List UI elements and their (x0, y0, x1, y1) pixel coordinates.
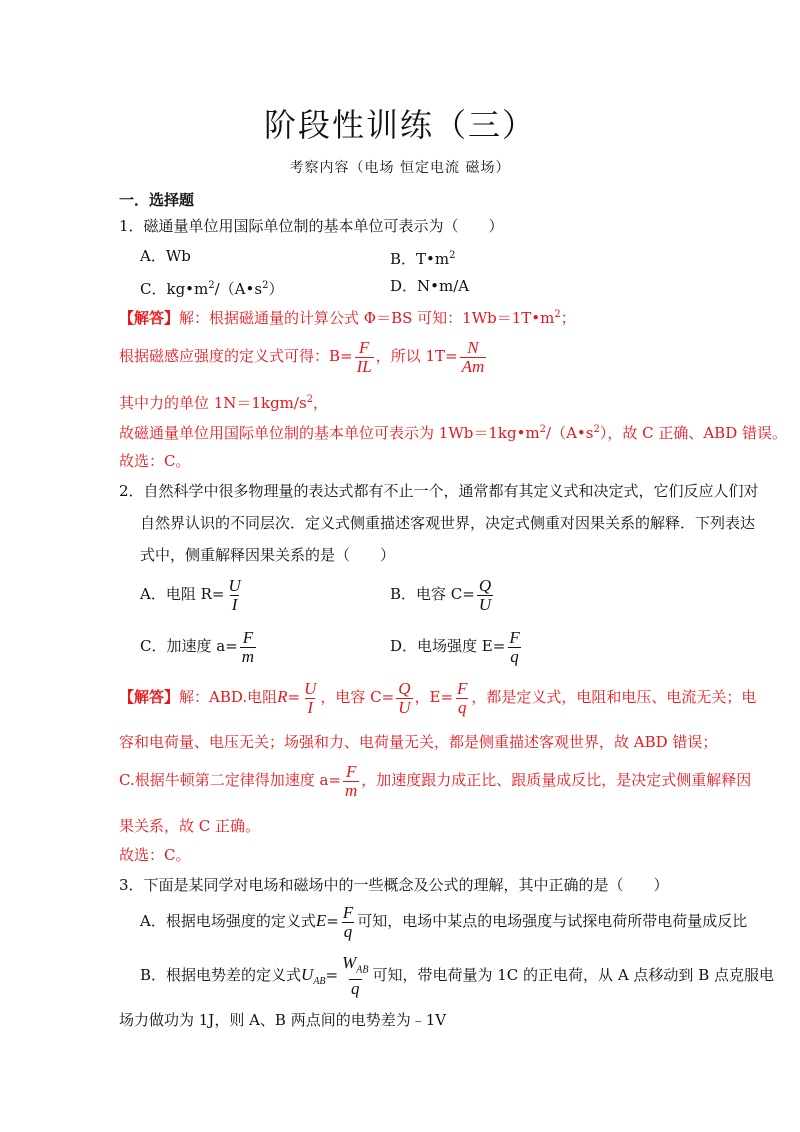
q2-answer-line-4: 果关系，故 C 正确。 (119, 817, 261, 835)
fraction: $\frac{F}{q}$ (457, 678, 468, 717)
q2-stem-1: 2．自然科学中很多物理量的表达式都有不止一个，通常都有其定义式和决定式，它们反应人们对 (119, 482, 759, 500)
q2-answer-line-3: C.根据牛顿第二定律得加速度 a= $\frac{F}{m}$ ，加速度跟力成正比、跟质量成反比，是决定式侧重解释因 (119, 761, 752, 800)
fraction: $\frac{W_{AB}}{q}$ (342, 953, 369, 999)
fraction: $\frac{N}{Am}$ (461, 337, 485, 376)
q3-option-b-continued: 场力做功为 1J，则 A、B 两点间的电势差为﹣1V (119, 1011, 447, 1029)
fraction: $\frac{U}{I}$ (228, 575, 241, 614)
fraction: $\frac{Q}{U}$ (398, 678, 411, 717)
q2-answer-line-2: 容和电荷量、电压无关；场强和力、电荷量无关，都是侧重描述客观世界，故 ABD 错误； (119, 733, 718, 751)
q2-option-c: C．加速度 a= $\frac{F}{m}$ (140, 627, 255, 666)
q1-option-b: B．$T•m^2$ (390, 250, 456, 268)
q2-answer-line-1: 【解答】解：ABD.电阻R= $\frac{U}{I}$ ，电容 C= $\frac{Q}{U}$ ，E= $\frac{F}{q}$ ，都是定义式，电阻和电压、电流无关；电 (119, 678, 757, 717)
q1-option-c: C．$kg•m^2/(A•s^2)$ (140, 280, 284, 298)
q1-answer-line-4: 故磁通量单位用国际单位制的基本单位可表示为 $1Wb=1kg•m^2/(A•s^2)$，故 C 正确、ABD 错误。 (119, 424, 787, 442)
q2-option-d: D．电场强度 E= $\frac{F}{q}$ (390, 627, 520, 666)
q3-option-b: B．根据电势差的定义式$U_{AB}=$ $\frac{W_{AB}}{q}$ 可知，带电荷量为 1C 的正电荷，从 A 点移动到 B 点克服电 (140, 953, 774, 999)
fraction: $\frac{F}{q}$ (509, 627, 520, 666)
section-heading: 一．选择题 (119, 191, 195, 209)
q2-answer-line-5: 故选：C。 (119, 846, 191, 864)
q1-option-a: A．Wb (140, 247, 191, 265)
q1-option-d: D．N•m/A (390, 277, 470, 295)
fraction: $\frac{F}{q}$ (342, 902, 354, 941)
fraction: $\frac{F}{m}$ (345, 761, 358, 800)
q1-answer-line-1: 【解答】解：根据磁通量的计算公式 Φ＝BS 可知：$1Wb=1T•m^2$； (119, 309, 576, 327)
q2-stem-3: 式中，侧重解释因果关系的是（ ） (140, 546, 396, 564)
q3-option-a: A．根据电场强度的定义式E= $\frac{F}{q}$ 可知，电场中某点的电场强度与试探电荷所带电荷量成反比 (140, 902, 748, 941)
q1-answer-line-5: 故选：C。 (119, 452, 191, 470)
q1-answer-line-2: 根据磁感应强度的定义式可得：B= $\frac{F}{IL}$ ，所以 1T= $\frac{N}{Am}$ (119, 337, 485, 376)
page-title: 阶段性训练（三） (263, 106, 536, 144)
q2-option-b: B．电容 C= $\frac{Q}{U}$ (390, 575, 492, 614)
q1-answer-line-3: 其中力的单位 $1N=1kgm/s^2$， (119, 394, 329, 412)
fraction: $\frac{F}{m}$ (241, 627, 255, 666)
q2-option-a: A．电阻 R= $\frac{U}{I}$ (140, 575, 241, 614)
q2-stem-2: 自然界认识的不同层次．定义式侧重描述客观世界，决定式侧重对因果关系的解释．下列表达 (140, 514, 756, 532)
fraction: $\frac{F}{IL}$ (356, 337, 372, 376)
page-subtitle: 考察内容（电场 恒定电流 磁场） (289, 160, 511, 176)
q1-stem: 1．磁通量单位用国际单位制的基本单位可表示为（ ） (119, 217, 504, 235)
q3-stem: 3．下面是某同学对电场和磁场中的一些概念及公式的理解，其中正确的是（ ） (119, 876, 669, 894)
fraction: $\frac{Q}{U}$ (478, 575, 492, 614)
fraction: $\frac{U}{I}$ (304, 678, 317, 717)
